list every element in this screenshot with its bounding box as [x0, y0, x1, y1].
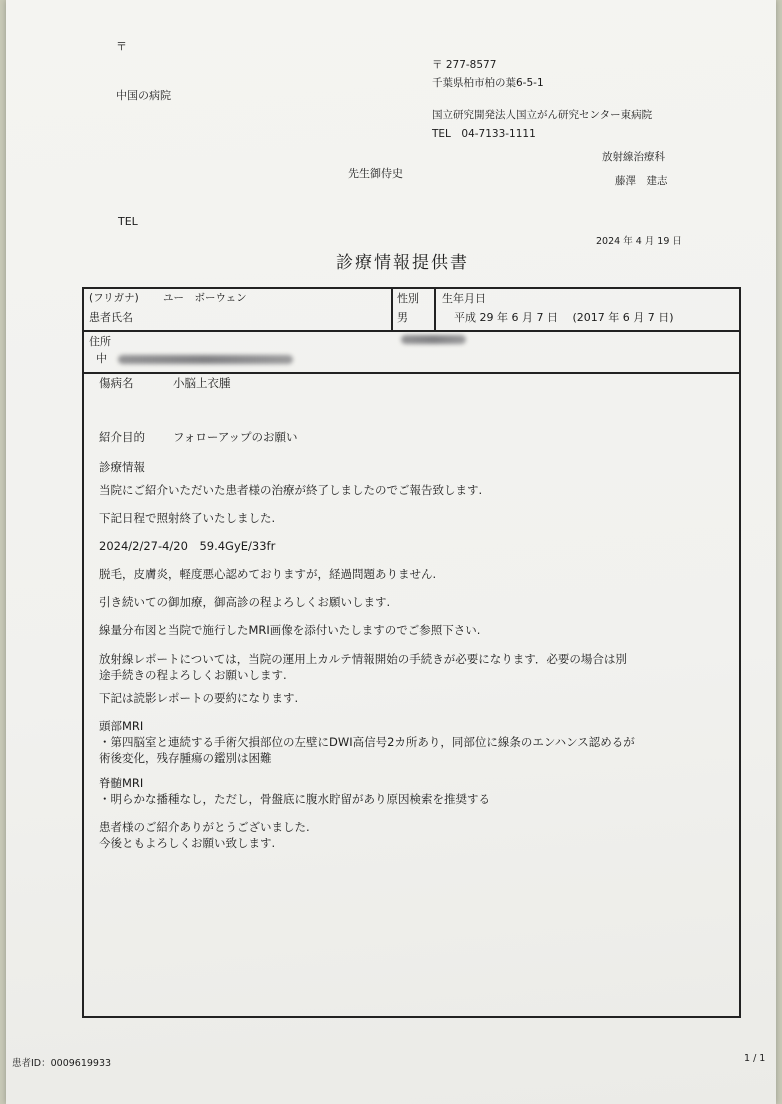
sender-department: 放射線治療科	[602, 151, 665, 163]
clinical-line: 線量分布図と当院で施行したMRI画像を添付いたしますのでご参照下さい.	[99, 623, 481, 637]
head-mri-title: 頭部MRI	[99, 719, 144, 733]
document-page	[6, 0, 776, 1104]
furigana-label: (フリガナ)	[89, 292, 139, 304]
sender-institution: 国立研究開発法人国立がん研究センター東病院	[432, 109, 653, 121]
purpose-value: フォローアップのお願い	[173, 430, 298, 444]
spine-mri-line: ・明らかな播種なし，ただし，骨盤底に腹水貯留があり原因検索を推奨する	[99, 792, 490, 806]
head-mri-line: 術後変化，残存腫瘍の鑑別は困難	[99, 751, 272, 765]
diagnosis-value: 小脳上衣腫	[173, 376, 231, 390]
address-value: 中	[96, 352, 107, 365]
furigana-value: ユー ボーウェン	[163, 292, 247, 304]
sex-label: 性別	[397, 292, 419, 305]
redaction-mark	[401, 335, 466, 344]
document-date: 2024 年 4 月 19 日	[596, 236, 682, 247]
sender-tel: TEL 04-7133-1111	[432, 128, 536, 140]
clinical-line: 当院にご紹介いただいた患者様の治療が終了しましたのでご報告致します.	[99, 483, 483, 497]
address-redaction	[118, 355, 293, 364]
clinical-line: 途手続きの程よろしくお願いします.	[99, 668, 287, 682]
clinical-line: 2024/2/27-4/20 59.4GyE/33fr	[99, 539, 276, 553]
address-label: 住所	[89, 335, 111, 348]
page-number: 1 / 1	[744, 1053, 766, 1064]
document-title: 診療情報提供書	[336, 253, 469, 273]
row-divider-patient	[82, 330, 741, 332]
sender-postal: 〒 277-8577	[432, 59, 497, 71]
recipient-postal-mark: 〒	[116, 40, 127, 53]
clinical-line: 下記日程で照射終了いたしました.	[99, 511, 276, 525]
spine-mri-title: 脊髄MRI	[99, 776, 144, 790]
birthdate-value: 平成 29 年 6 月 7 日 (2017 年 6 月 7 日)	[454, 311, 674, 324]
birthdate-label: 生年月日	[442, 292, 486, 305]
recipient-doctor: 先生御侍史	[348, 167, 403, 180]
clinical-line: 下記は読影レポートの要約になります.	[99, 691, 299, 705]
clinical-heading: 診療情報	[99, 460, 145, 474]
patient-name-label: 患者氏名	[89, 311, 133, 324]
clinical-line: 脱毛，皮膚炎，軽度悪心認めておりますが，経過問題ありません.	[99, 567, 437, 581]
recipient-hospital: 中国の病院	[116, 89, 171, 102]
patient-id: 患者ID：0009619933	[12, 1058, 112, 1069]
closing-line: 患者様のご紹介ありがとうございました.	[99, 820, 310, 834]
purpose-label: 紹介目的	[99, 430, 145, 444]
row-divider-address	[82, 372, 741, 374]
closing-line: 今後ともよろしくお願い致します.	[99, 836, 276, 850]
head-mri-line: ・第四脳室と連続する手術欠損部位の左壁にDWI高信号2カ所あり，同部位に線条のエンハンス認めるが	[99, 735, 635, 749]
sender-address: 千葉県柏市柏の葉6-5-1	[432, 77, 544, 89]
col-divider-sex	[391, 287, 393, 331]
clinical-line: 放射線レポートについては，当院の運用上カルテ情報開始の手続きが必要になります．必要の場合は別	[99, 652, 627, 666]
sex-value: 男	[397, 311, 408, 324]
recipient-tel: TEL	[118, 215, 138, 228]
diagnosis-label: 傷病名	[99, 376, 134, 390]
clinical-line: 引き続いての御加療，御高診の程よろしくお願いします.	[99, 595, 391, 609]
col-divider-birth	[434, 287, 436, 331]
sender-doctor: 藤澤 建志	[615, 175, 668, 187]
